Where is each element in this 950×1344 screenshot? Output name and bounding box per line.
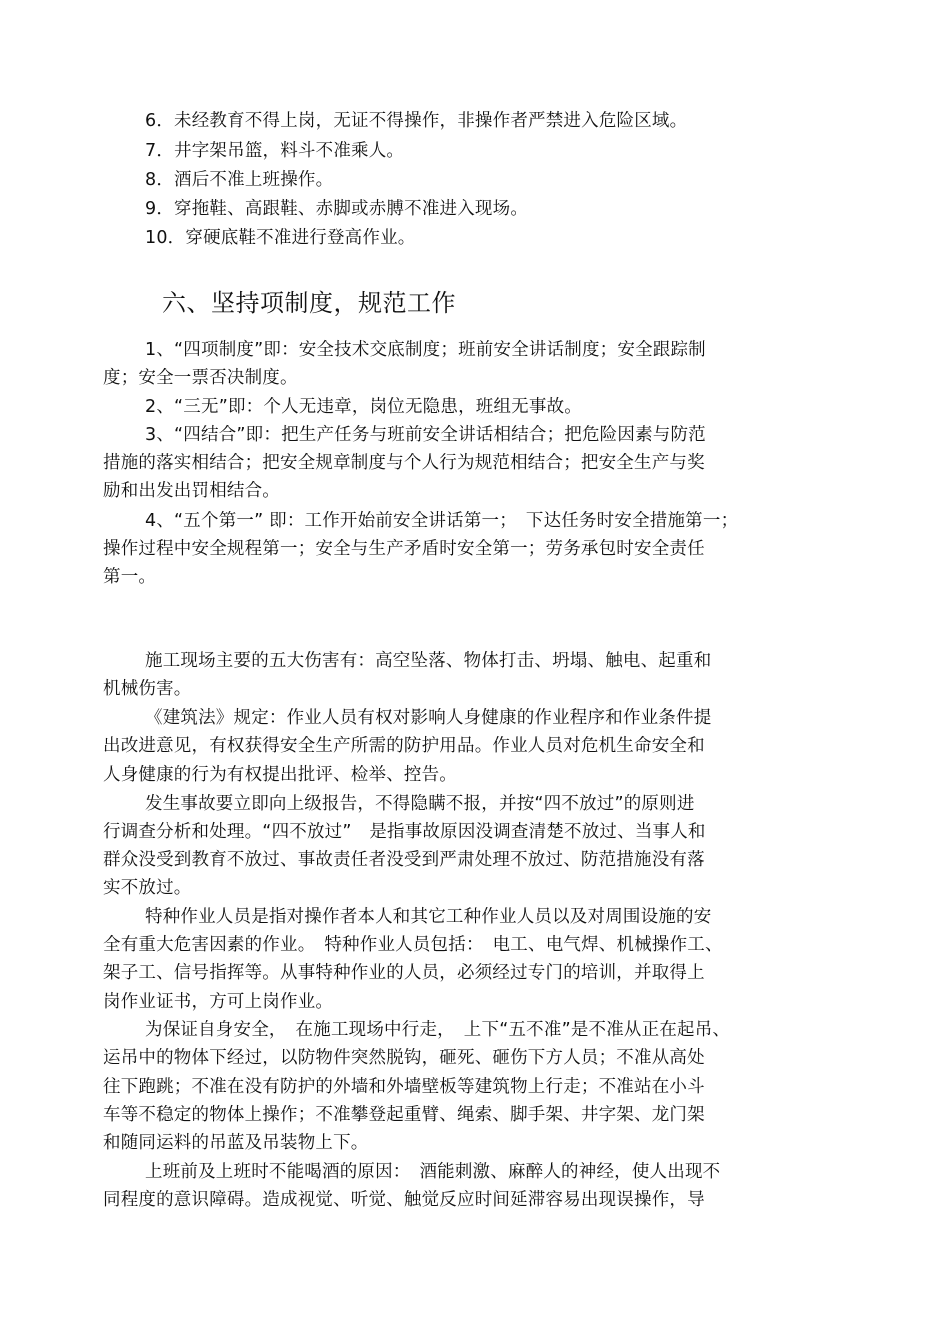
paragraph-line: 特种作业人员是指对操作者本人和其它工种作业人员以及对周围设施的安 [145,907,712,927]
section-heading: 六、坚持项制度，规范工作 [162,289,456,317]
list-item: 7．井字架吊篮，料斗不准乘人。 [145,141,405,161]
paragraph-line: 人身健康的行为有权提出批评、检举、控告。 [103,765,457,785]
paragraph-line: 同程度的意识障碍。造成视觉、听觉、触觉反应时间延滞容易出现误操作，导 [103,1190,705,1210]
paragraph-line: 全有重大危害因素的作业。 特种作业人员包括： 电工、电气焊、机械操作工、 [103,935,723,955]
paragraph-line: 岗作业证书，方可上岗作业。 [103,992,334,1012]
paragraph-line: 施工现场主要的五大伤害有：高空坠落、物体打击、坍塌、触电、起重和 [145,651,712,671]
paragraph-line: 出改进意见，有权获得安全生产所需的防护用品。作业人员对危机生命安全和 [103,736,705,756]
paragraph-line: 行调查分析和处理。“四不放过” 是指事故原因没调查清楚不放过、当事人和 [103,822,706,842]
paragraph-line: 架子工、信号指挥等。从事特种作业的人员，必须经过专门的培训，并取得上 [103,963,705,983]
paragraph-line: 第一。 [103,567,157,587]
paragraph-line: 机械伤害。 [103,679,192,699]
paragraph-line: 实不放过。 [103,878,192,898]
paragraph-line: 运吊中的物体下经过，以防物件突然脱钩，砸死、砸伤下方人员；不准从高处 [103,1048,705,1068]
paragraph-line: 度；安全一票否决制度。 [103,368,298,388]
paragraph-line: 2、“三无”即：个人无违章，岗位无隐患，班组无事故。 [145,397,582,417]
list-item: 10．穿硬底鞋不准进行登高作业。 [145,228,416,248]
paragraph-line: 上班前及上班时不能喝酒的原因： 酒能刺激、麻醉人的神经，使人出现不 [145,1162,721,1182]
paragraph-line: 励和出发出罚相结合。 [103,481,280,501]
paragraph-line: 措施的落实相结合；把安全规章制度与个人行为规范相结合；把安全生产与奖 [103,453,705,473]
paragraph-line: 群众没受到教育不放过、事故责任者没受到严肃处理不放过、防范措施没有落 [103,850,705,870]
paragraph-line: 车等不稳定的物体上操作；不准攀登起重臂、绳索、脚手架、井字架、龙门架 [103,1105,705,1125]
paragraph-line: 3、“四结合”即：把生产任务与班前安全讲话相结合；把危险因素与防范 [145,425,706,445]
paragraph-line: 发生事故要立即向上级报告，不得隐瞒不报，并按“四不放过”的原则进 [145,794,695,814]
list-item: 9．穿拖鞋、高跟鞋、赤脚或赤膊不准进入现场。 [145,199,529,219]
paragraph-line: 4、“五个第一” 即：工作开始前安全讲话第一； 下达任务时安全措施第一； [145,511,739,531]
paragraph-line: 《建筑法》规定：作业人员有权对影响人身健康的作业程序和作业条件提 [145,708,712,728]
paragraph-line: 1、“四项制度”即：安全技术交底制度；班前安全讲话制度；安全跟踪制 [145,340,706,360]
paragraph-line: 和随同运料的吊蓝及吊装物上下。 [103,1133,369,1153]
list-item: 6．未经教育不得上岗，无证不得操作，非操作者严禁进入危险区域。 [145,111,688,131]
paragraph-line: 往下跑跳；不准在没有防护的外墙和外墙壁板等建筑物上行走；不准站在小斗 [103,1077,705,1097]
paragraph-line: 操作过程中安全规程第一；安全与生产矛盾时安全第一；劳务承包时安全责任 [103,539,705,559]
list-item: 8．酒后不准上班操作。 [145,170,334,190]
paragraph-line: 为保证自身安全， 在施工现场中行走， 上下“五不准”是不准从正在起吊、 [145,1020,731,1040]
